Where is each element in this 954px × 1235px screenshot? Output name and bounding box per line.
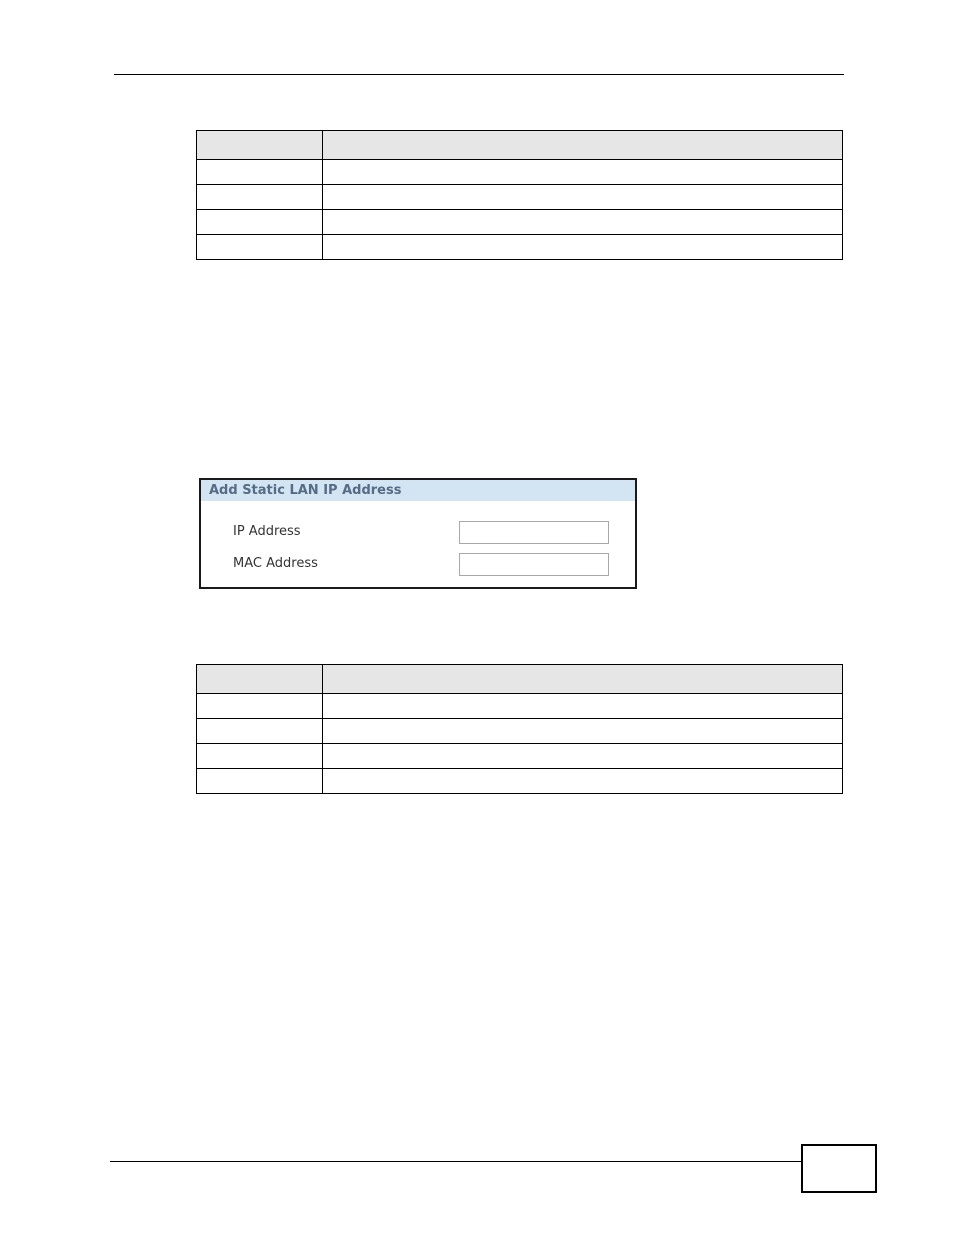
- mac-address-input[interactable]: [459, 553, 609, 576]
- table-header-label: [197, 665, 323, 694]
- header-rule: [114, 74, 844, 75]
- table-cell-label: [197, 160, 323, 185]
- ip-address-row: [201, 521, 635, 545]
- table-cell-description: [323, 235, 843, 260]
- table-cell-description: [323, 210, 843, 235]
- table-cell-description: [323, 185, 843, 210]
- mac-address-row: [201, 553, 635, 577]
- table-cell-description: [323, 769, 843, 794]
- ip-address-label: IP Address: [233, 524, 301, 539]
- table-header-label: [197, 131, 323, 160]
- page-number-box: [801, 1144, 877, 1193]
- table-row: [197, 719, 843, 744]
- table-cell-label: [197, 185, 323, 210]
- table-header-description: [323, 665, 843, 694]
- table-cell-description: [323, 694, 843, 719]
- dialog-title: Add Static LAN IP Address: [201, 480, 635, 501]
- table-row: [197, 185, 843, 210]
- table-header-row: [197, 131, 843, 160]
- footer-rule: [110, 1161, 802, 1162]
- table-cell-label: [197, 235, 323, 260]
- table-row: [197, 694, 843, 719]
- table-cell-label: [197, 719, 323, 744]
- table-cell-label: [197, 210, 323, 235]
- add-static-lan-ip-dialog: [199, 478, 637, 589]
- ip-address-input[interactable]: [459, 521, 609, 544]
- description-table-bottom: [196, 664, 843, 794]
- table-cell-label: [197, 769, 323, 794]
- table-row: [197, 210, 843, 235]
- table-header-row: [197, 665, 843, 694]
- table-row: [197, 769, 843, 794]
- table-row: [197, 744, 843, 769]
- table-header-description: [323, 131, 843, 160]
- mac-address-label: MAC Address: [233, 556, 318, 571]
- table-cell-description: [323, 719, 843, 744]
- table-cell-label: [197, 694, 323, 719]
- description-table-top: [196, 130, 843, 260]
- table-cell-description: [323, 744, 843, 769]
- table-cell-description: [323, 160, 843, 185]
- table-cell-label: [197, 744, 323, 769]
- table-row: [197, 160, 843, 185]
- table-row: [197, 235, 843, 260]
